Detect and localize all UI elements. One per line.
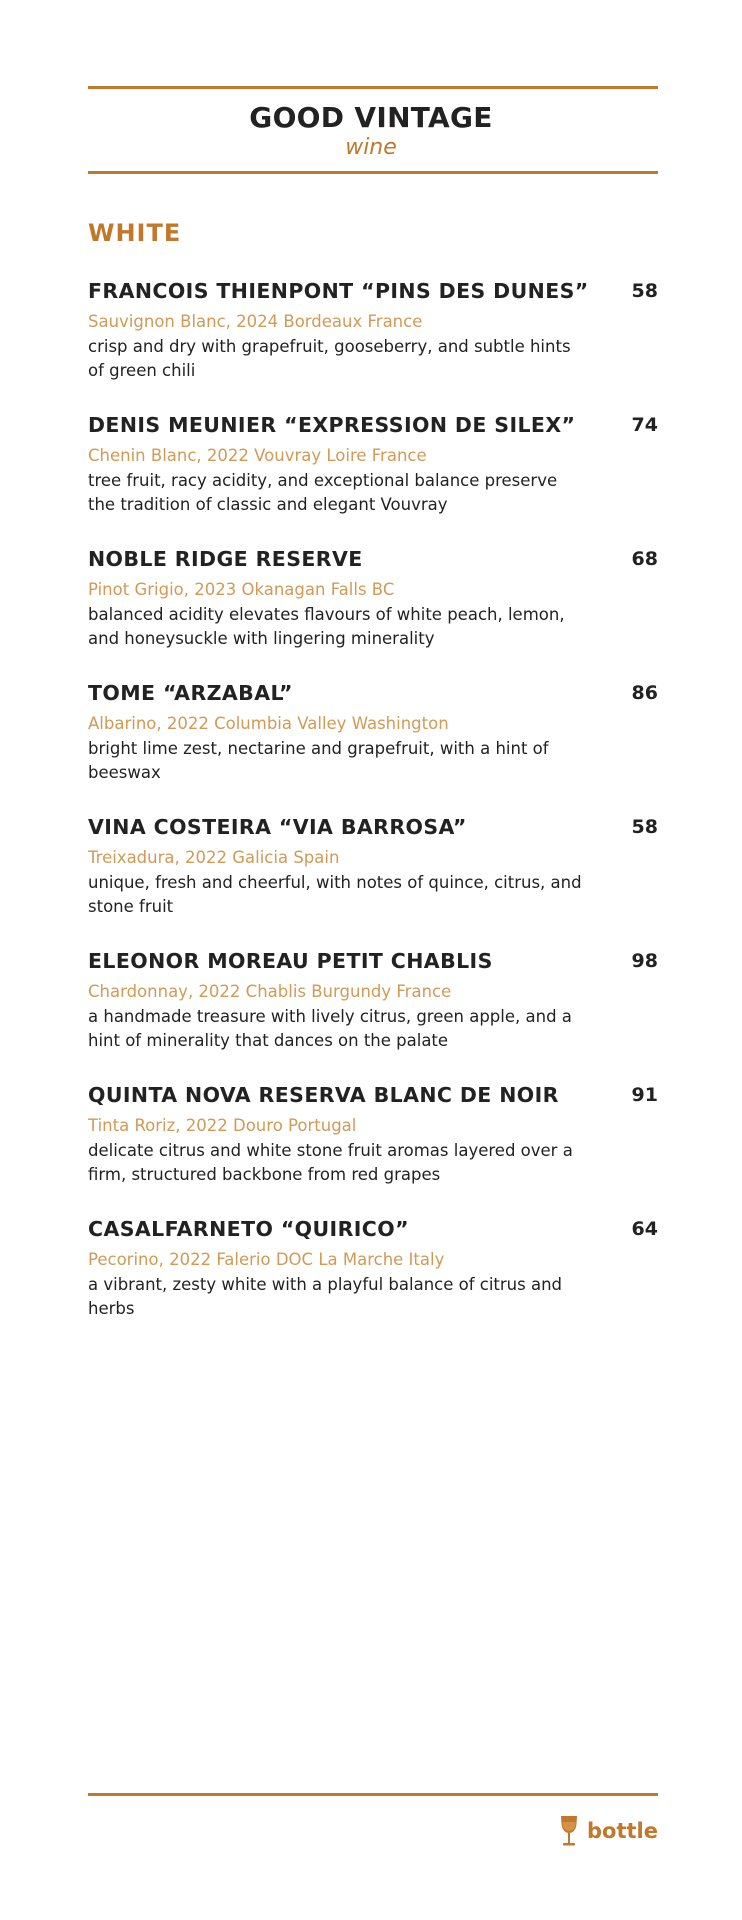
wine-glass-icon — [559, 1815, 579, 1847]
wine-origin: Pecorino, 2022 Falerio DOC La Marche Italy — [88, 1250, 445, 1269]
wine-item — [88, 277, 658, 411]
wine-item — [88, 1215, 658, 1349]
brand-title: GOOD VINTAGE — [249, 101, 493, 134]
wine-price: 58 — [631, 816, 658, 838]
header-bottom-rule — [88, 171, 658, 174]
wine-name: NOBLE RIDGE RESERVE — [88, 547, 363, 571]
wine-description: bright lime zest, nectarine and grapefruit, with a hint of beeswax — [88, 739, 549, 782]
wine-origin: Chardonnay, 2022 Chablis Burgundy France — [88, 982, 452, 1001]
wine-origin: Tinta Roriz, 2022 Douro Portugal — [88, 1116, 357, 1135]
wine-name: QUINTA NOVA RESERVA BLANC DE NOIR — [88, 1083, 559, 1107]
section-title: WHITE — [88, 219, 182, 247]
wine-origin: Treixadura, 2022 Galicia Spain — [88, 848, 340, 867]
footer-label: bottle — [587, 1819, 658, 1843]
footer-bottle-tag — [559, 1815, 658, 1847]
wine-price: 64 — [631, 1218, 658, 1240]
wine-name: ELEONOR MOREAU PETIT CHABLIS — [88, 949, 493, 973]
wine-item — [88, 813, 658, 947]
wine-origin: Albarino, 2022 Columbia Valley Washington — [88, 714, 449, 733]
wine-description: a handmade treasure with lively citrus, green apple, and a hint of minerality that dances on the palate — [88, 1007, 572, 1050]
wine-description: crisp and dry with grapefruit, gooseberry, and subtle hints of green chili — [88, 337, 571, 380]
wine-description: tree fruit, racy acidity, and exceptional balance preserve the tradition of classic and elegant Vouvray — [88, 471, 558, 514]
wine-name: FRANCOIS THIENPONT “PINS DES DUNES” — [88, 279, 589, 303]
wine-item — [88, 679, 658, 813]
header-top-rule — [88, 86, 658, 89]
wine-item — [88, 411, 658, 545]
wine-description: balanced acidity elevates flavours of white peach, lemon, and honeysuckle with lingering minerality — [88, 605, 565, 648]
wine-origin: Pinot Grigio, 2023 Okanagan Falls BC — [88, 580, 395, 599]
wine-list — [88, 277, 658, 1349]
wine-price: 91 — [631, 1084, 658, 1106]
wine-item — [88, 1081, 658, 1215]
wine-price: 98 — [631, 950, 658, 972]
wine-item — [88, 545, 658, 679]
wine-description: unique, fresh and cheerful, with notes of quince, citrus, and stone fruit — [88, 873, 582, 916]
wine-price: 58 — [631, 280, 658, 302]
brand-subtitle: wine — [345, 135, 397, 160]
wine-item — [88, 947, 658, 1081]
wine-name: VINA COSTEIRA “VIA BARROSA” — [88, 815, 467, 839]
footer-rule — [88, 1793, 658, 1796]
wine-description: delicate citrus and white stone fruit aromas layered over a firm, structured backbone from red grapes — [88, 1141, 573, 1184]
wine-name: TOME “ARZABAL” — [88, 681, 293, 705]
wine-price: 86 — [631, 682, 658, 704]
wine-name: DENIS MEUNIER “EXPRESSION DE SILEX” — [88, 413, 576, 437]
wine-price: 68 — [631, 548, 658, 570]
wine-name: CASALFARNETO “QUIRICO” — [88, 1217, 409, 1241]
wine-origin: Sauvignon Blanc, 2024 Bordeaux France — [88, 312, 423, 331]
wine-description: a vibrant, zesty white with a playful balance of citrus and herbs — [88, 1275, 563, 1318]
wine-origin: Chenin Blanc, 2022 Vouvray Loire France — [88, 446, 427, 465]
wine-price: 74 — [631, 414, 658, 436]
